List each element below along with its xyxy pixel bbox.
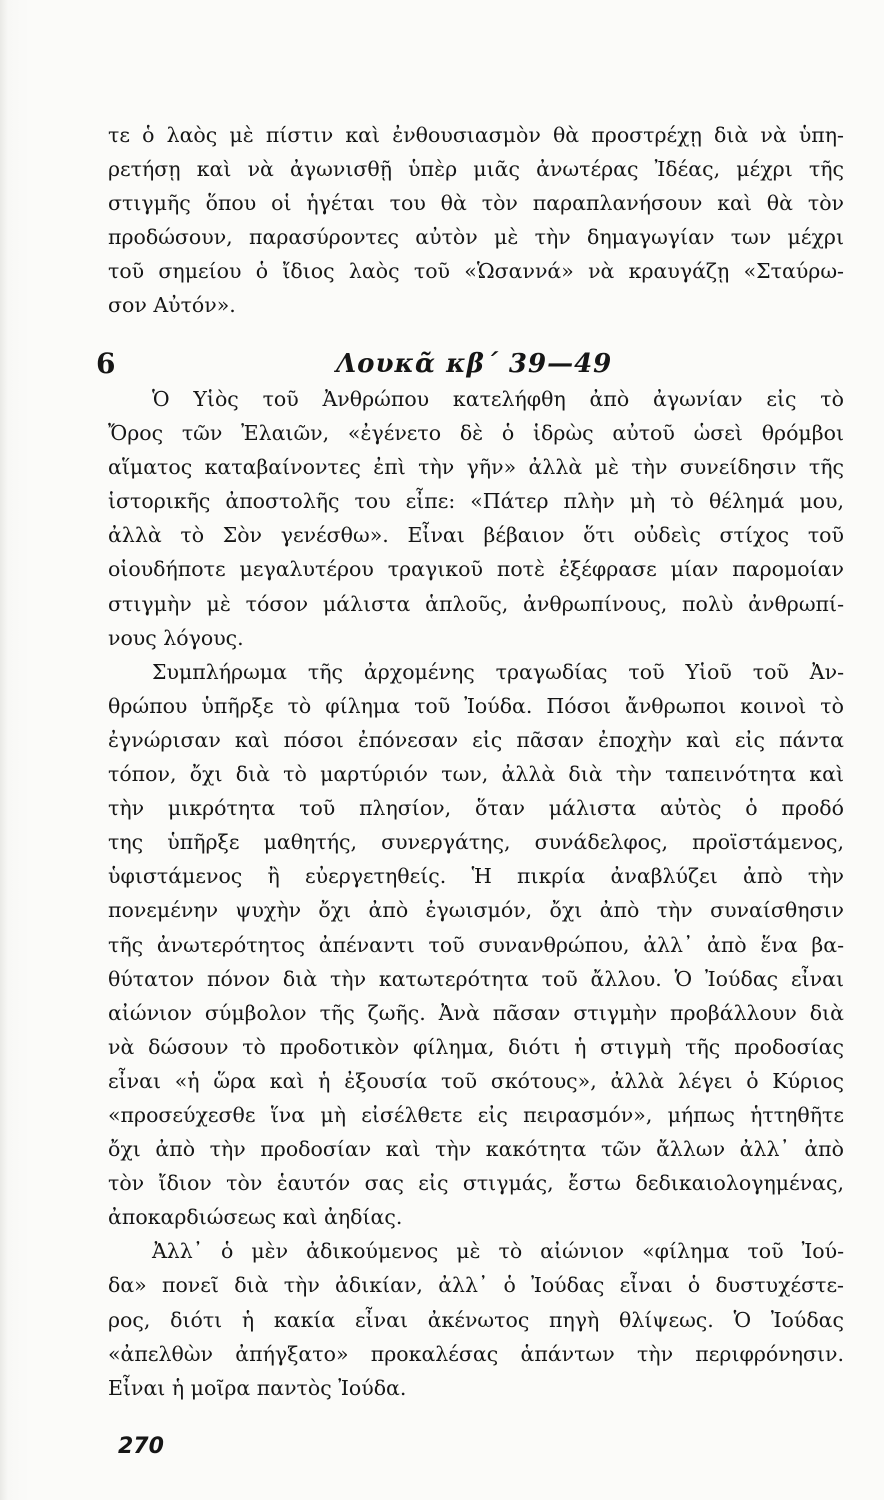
text-line: νους λόγους. bbox=[108, 625, 244, 650]
intro-paragraph bbox=[108, 118, 844, 323]
text-line: αἰώνιον σύμβολον τῆς ζωῆς. Ἀνὰ πᾶσαν στιγμὴν προβάλλουν διὰ bbox=[108, 1000, 844, 1025]
text-line: στιγμὴν μὲ τόσον μάλιστα ἁπλοῦς, ἀνθρωπίνους, πολὺ ἀνθρωπί- bbox=[108, 591, 844, 616]
text-line: τοῦ σημείου ὁ ἴδιος λαὸς τοῦ «Ὡσαννά» νὰ κραυγάζῃ «Σταύρω- bbox=[108, 259, 844, 284]
text-line: «ἀπελθὼν ἀπήγξατο» προκαλέσας ἁπάντων τὴν περιφρόνησιν. bbox=[108, 1341, 844, 1366]
text-line: νὰ δώσουν τὸ προδοτικὸν φίλημα, διότι ἡ στιγμὴ τῆς προδοσίας bbox=[108, 1034, 844, 1059]
text-line: ἱστορικῆς ἀποστολῆς του εἶπε: «Πάτερ πλὴν μὴ τὸ θέλημά μου, bbox=[108, 489, 844, 514]
text-line: ἀποκαρδιώσεως καὶ ἀηδίας. bbox=[108, 1205, 403, 1230]
section-title: Λουκᾶ κβ΄ 39—49 bbox=[336, 349, 613, 379]
text-line: αἵματος καταβαίνοντες ἐπὶ τὴν γῆν» ἀλλὰ μὲ τὴν συνείδησιν τῆς bbox=[108, 455, 844, 480]
text-line: Ἀλλ᾽ ὁ μὲν ἀδικούμενος μὲ τὸ αἰώνιον «φίλημα τοῦ Ἰού- bbox=[152, 1239, 844, 1264]
text-line: πονεμένην ψυχὴν ὄχι ἀπὸ ἐγωισμόν, ὄχι ἀπὸ τὴν συναίσθησιν bbox=[108, 898, 844, 923]
text-line: προδώσουν, παρασύροντες αὐτὸν μὲ τὴν δημαγωγίαν των μέχρι bbox=[108, 225, 844, 250]
text-line: τὸν ἴδιον τὸν ἑαυτόν σας εἰς στιγμάς, ἔστω δεδικαιολογημένας, bbox=[108, 1171, 844, 1196]
section-body bbox=[108, 382, 844, 1405]
section-number: 6 bbox=[96, 347, 116, 380]
text-line: ὑφιστάμενος ἢ εὐεργετηθείς. Ἡ πικρία ἀναβλύζει ἀπὸ τὴν bbox=[108, 864, 844, 889]
text-line: τῆς ἀνωτερότητος ἀπέναντι τοῦ συνανθρώπου, ἀλλ᾽ ἀπὸ ἕνα βα- bbox=[108, 932, 844, 957]
text-line: σον Αὐτόν». bbox=[108, 293, 236, 318]
text-line: ἀλλὰ τὸ Σὸν γενέσθω». Εἶναι βέβαιον ὅτι οὐδεὶς στίχος τοῦ bbox=[108, 523, 844, 548]
text-line: Εἶναι ἡ μοῖρα παντὸς Ἰούδα. bbox=[108, 1375, 407, 1400]
text-line: Ὁ Υἱὸς τοῦ Ἀνθρώπου κατελήφθη ἀπὸ ἀγωνίαν εἰς τὸ bbox=[152, 387, 844, 411]
text-line: Ὄρος τῶν Ἐλαιῶν, «ἐγένετο δὲ ὁ ἱδρὼς αὐτοῦ ὡσεὶ θρόμβοι bbox=[108, 421, 844, 446]
text-line: δα» πονεῖ διὰ τὴν ἀδικίαν, ἀλλ᾽ ὁ Ἰούδας εἶναι ὁ δυστυχέστε- bbox=[108, 1273, 844, 1298]
text-line: Συμπλήρωμα τῆς ἀρχομένης τραγωδίας τοῦ Υἱοῦ τοῦ Ἀν- bbox=[152, 659, 844, 684]
text-line: οἱουδήποτε μεγαλυτέρου τραγικοῦ ποτὲ ἐξέφρασε μίαν παρομοίαν bbox=[108, 557, 844, 582]
text-line: ἐγνώρισαν καὶ πόσοι ἐπόνεσαν εἰς πᾶσαν ἐποχὴν καὶ εἰς πάντα bbox=[108, 727, 844, 752]
text-line: της ὑπῆρξε μαθητής, συνεργάτης, συνάδελφος, προϊστάμενος, bbox=[108, 830, 844, 855]
page-number: 270 bbox=[118, 1434, 164, 1459]
section-header bbox=[96, 344, 856, 384]
text-line: «προσεύχεσθε ἵνα μὴ εἰσέλθετε εἰς πειρασμόν», μήπως ἡττηθῆτε bbox=[108, 1102, 844, 1127]
text-line: θρώπου ὑπῆρξε τὸ φίλημα τοῦ Ἰούδα. Πόσοι ἄνθρωποι κοινοὶ τὸ bbox=[108, 693, 844, 718]
text-line: τόπον, ὄχι διὰ τὸ μαρτύριόν των, ἀλλὰ διὰ τὴν ταπεινότητα καὶ bbox=[108, 762, 844, 787]
text-line: τε ὁ λαὸς μὲ πίστιν καὶ ἐνθουσιασμὸν θὰ προστρέχῃ διὰ νὰ ὑπη- bbox=[108, 123, 844, 147]
text-line: ὄχι ἀπὸ τὴν προδοσίαν καὶ τὴν κακότητα τῶν ἄλλων ἀλλ᾽ ἀπὸ bbox=[108, 1137, 844, 1162]
text-line: ρος, διότι ἡ κακία εἶναι ἀκένωτος πηγὴ θλίψεως. Ὁ Ἰούδας bbox=[108, 1307, 844, 1332]
text-line: τὴν μικρότητα τοῦ πλησίον, ὅταν μάλιστα αὐτὸς ὁ προδό bbox=[108, 796, 844, 821]
text-line: στιγμῆς ὅπου οἱ ἡγέται του θὰ τὸν παραπλανήσουν καὶ θὰ τὸν bbox=[108, 191, 844, 216]
text-line: ρετήσῃ καὶ νὰ ἀγωνισθῇ ὑπὲρ μιᾶς ἀνωτέρας Ἰδέας, μέχρι τῆς bbox=[108, 157, 844, 182]
text-line: θύτατον πόνον διὰ τὴν κατωτερότητα τοῦ ἄλλου. Ὁ Ἰούδας εἶναι bbox=[108, 966, 844, 991]
text-line: εἶναι «ἡ ὥρα καὶ ἡ ἐξουσία τοῦ σκότους», ἀλλὰ λέγει ὁ Κύριος bbox=[108, 1068, 844, 1093]
